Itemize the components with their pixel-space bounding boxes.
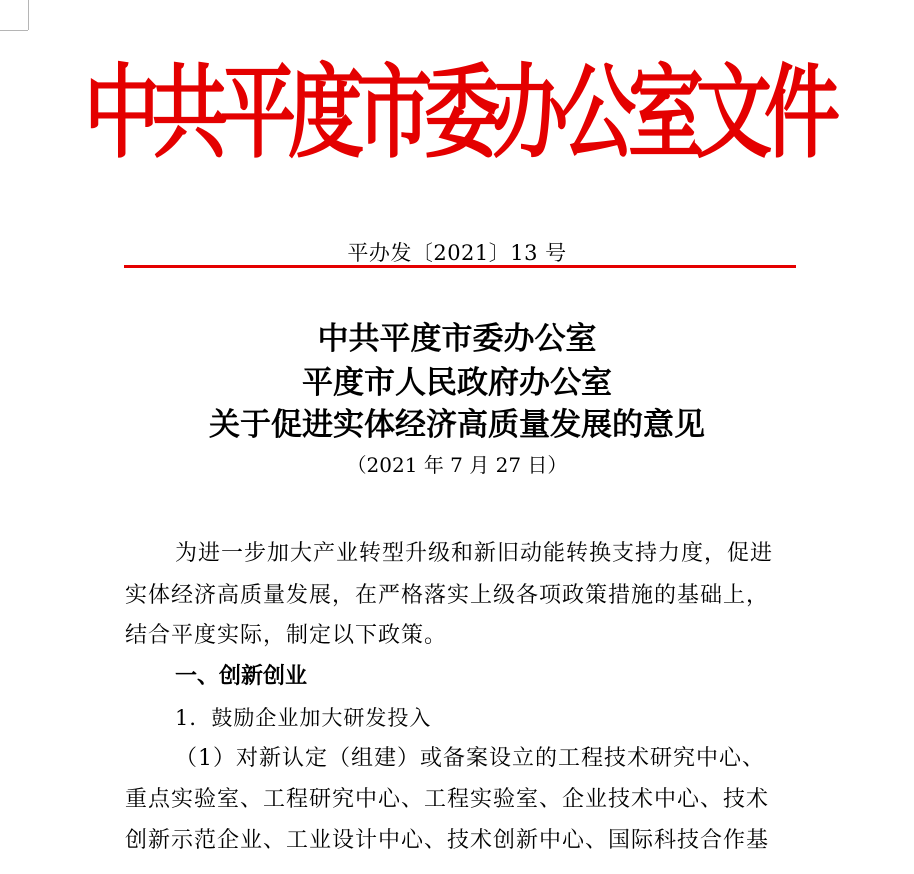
section-heading: 一、创新创业: [175, 664, 308, 689]
subsection-heading: 1．鼓励企业加大研发投入: [175, 706, 432, 730]
red-separator-line: [124, 265, 796, 268]
clause-paragraph-line: 重点实验室、工程研究中心、工程实验室、企业技术中心、技术: [125, 787, 770, 812]
document-title-line: 平度市人民政府办公室: [302, 365, 612, 401]
document-title-line: 关于促进实体经济高质量发展的意见: [209, 407, 705, 443]
intro-paragraph-line: 结合平度实际，制定以下政策。: [125, 623, 448, 648]
page-corner-mark: [0, 0, 29, 30]
clause-paragraph-line: 创新示范企业、工业设计中心、技术创新中心、国际科技合作基: [125, 828, 770, 853]
issue-date: （2021 年 7 月 27 日）: [346, 453, 568, 477]
clause-paragraph-line: （1）对新认定（组建）或备案设立的工程技术研究中心、: [175, 746, 765, 771]
intro-paragraph-line: 为进一步加大产业转型升级和新旧动能转换支持力度，促进: [175, 541, 774, 566]
document-title-line: 中共平度市委办公室: [317, 321, 597, 357]
intro-paragraph-line: 实体经济高质量发展，在严格落实上级各项政策措施的基础上，: [125, 583, 770, 608]
document-masthead: 中共平度市委办公室文件: [84, 52, 832, 172]
page-corner-mark: [0, 30, 28, 31]
document-number: 平办发〔2021〕13 号: [347, 241, 567, 265]
